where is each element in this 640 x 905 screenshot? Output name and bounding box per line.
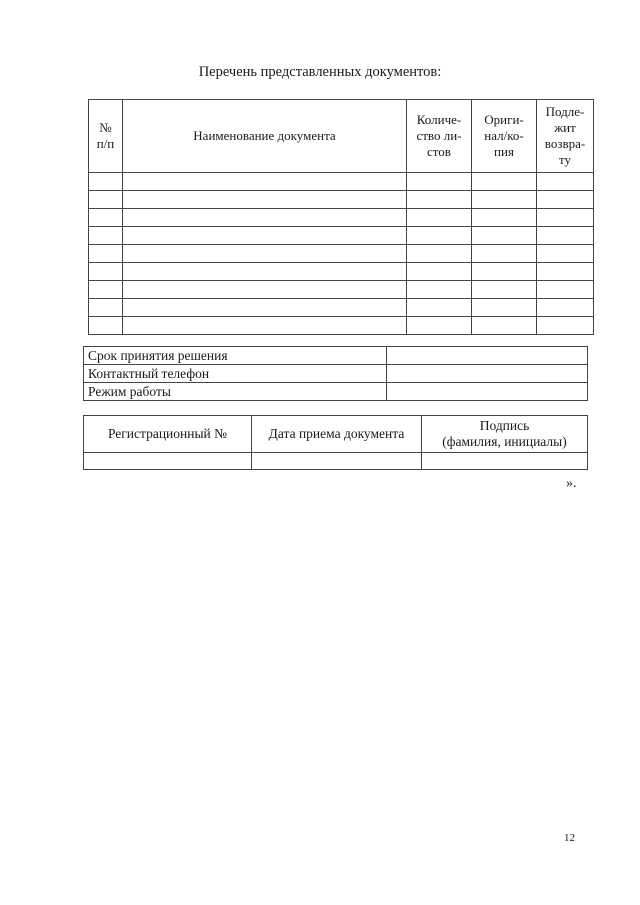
table-row (89, 281, 594, 299)
table-cell[interactable] (407, 281, 472, 299)
table-row (89, 245, 594, 263)
registration-number-cell[interactable] (84, 453, 252, 470)
table-cell[interactable] (407, 227, 472, 245)
page-number: 12 (564, 832, 575, 844)
table-cell[interactable] (537, 317, 594, 335)
receipt-date-cell[interactable] (252, 453, 422, 470)
documents-table (88, 99, 594, 335)
table-cell[interactable] (537, 299, 594, 317)
table-cell[interactable] (472, 191, 537, 209)
registration-row (84, 453, 588, 470)
table-cell[interactable] (123, 209, 407, 227)
table-cell[interactable] (123, 245, 407, 263)
table-row (89, 191, 594, 209)
header-registration-number: Регистрационный № (84, 416, 252, 453)
page-title: Перечень представленных документов: (198, 64, 442, 80)
table-row (89, 317, 594, 335)
info-value[interactable] (387, 383, 588, 401)
table-cell[interactable] (89, 317, 123, 335)
header-signature: Подпись (фамилия, инициалы) (422, 416, 588, 453)
info-row-working-hours (84, 383, 588, 401)
table-cell[interactable] (407, 191, 472, 209)
info-table (83, 346, 588, 401)
info-value[interactable] (387, 347, 588, 365)
table-cell[interactable] (537, 191, 594, 209)
table-cell[interactable] (407, 209, 472, 227)
table-cell[interactable] (537, 281, 594, 299)
info-row-contact-phone (84, 365, 588, 383)
info-row-decision-term (84, 347, 588, 365)
table-cell[interactable] (123, 263, 407, 281)
closing-quote-mark: ». (566, 476, 577, 491)
header-document-name: Наименование документа (123, 100, 407, 173)
info-label: Срок принятия решения (84, 347, 387, 365)
table-cell[interactable] (537, 209, 594, 227)
header-sheets-count: Количе- ство ли- стов (407, 100, 472, 173)
header-receipt-date: Дата приема документа (252, 416, 422, 453)
table-cell[interactable] (123, 191, 407, 209)
table-cell[interactable] (123, 299, 407, 317)
table-cell[interactable] (472, 281, 537, 299)
info-label: Режим работы (84, 383, 387, 401)
table-cell[interactable] (472, 227, 537, 245)
table-cell[interactable] (123, 281, 407, 299)
table-row (89, 263, 594, 281)
table-cell[interactable] (89, 245, 123, 263)
table-cell[interactable] (472, 263, 537, 281)
table-cell[interactable] (537, 173, 594, 191)
table-cell[interactable] (407, 245, 472, 263)
info-value[interactable] (387, 365, 588, 383)
registration-table (83, 415, 588, 470)
table-cell[interactable] (407, 317, 472, 335)
table-cell[interactable] (123, 173, 407, 191)
table-cell[interactable] (537, 227, 594, 245)
table-cell[interactable] (407, 173, 472, 191)
table-row (89, 173, 594, 191)
signature-cell[interactable] (422, 453, 588, 470)
table-cell[interactable] (123, 227, 407, 245)
table-cell[interactable] (89, 209, 123, 227)
table-row (89, 209, 594, 227)
table-cell[interactable] (472, 317, 537, 335)
table-row (89, 299, 594, 317)
table-cell[interactable] (89, 263, 123, 281)
table-cell[interactable] (89, 281, 123, 299)
documents-table-header (89, 100, 594, 173)
table-row (89, 227, 594, 245)
info-label: Контактный телефон (84, 365, 387, 383)
table-cell[interactable] (123, 317, 407, 335)
table-cell[interactable] (89, 173, 123, 191)
table-cell[interactable] (89, 227, 123, 245)
table-cell[interactable] (472, 245, 537, 263)
table-cell[interactable] (89, 191, 123, 209)
table-cell[interactable] (537, 263, 594, 281)
registration-table-header (84, 416, 588, 453)
table-cell[interactable] (472, 173, 537, 191)
table-cell[interactable] (472, 209, 537, 227)
table-cell[interactable] (407, 263, 472, 281)
header-to-return: Подле- жит возвра- ту (537, 100, 594, 173)
table-cell[interactable] (407, 299, 472, 317)
header-number: № п/п (89, 100, 123, 173)
table-cell[interactable] (472, 299, 537, 317)
header-original-copy: Ориги- нал/ко- пия (472, 100, 537, 173)
table-cell[interactable] (89, 299, 123, 317)
table-cell[interactable] (537, 245, 594, 263)
